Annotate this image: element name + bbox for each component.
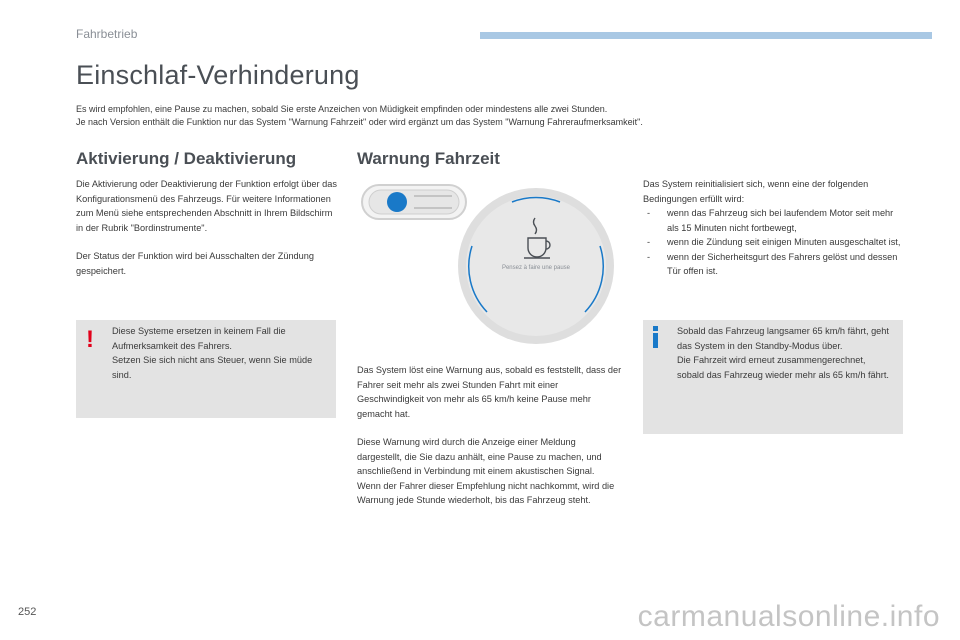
reset-conditions [643,177,905,279]
intro-line-1: Es wird empfohlen, eine Pause zu machen, sobald Sie erste Anzeichen von Müdigkeit empfinden oder mindestens alle zwei Stunden. [76,104,608,114]
warning-note-text [112,324,324,382]
page-number: 252 [18,606,37,618]
warning-note-line: Setzen Sie sich nicht ans Steuer, wenn Sie müde sind. [112,355,313,380]
dashboard-buttons-icon [362,185,466,219]
driving-time-paragraph: Das System löst eine Warnung aus, sobald es feststellt, dass der Fahrer seit mehr als zwei Stunden Fahrt mit einer Geschwindigkeit von mehr als 65 km/h keine Pause mehr gemacht hat. [357,365,622,419]
driving-time-text [357,363,623,508]
intro-text [76,103,936,129]
header-accent-bar [480,32,932,39]
list-item: - wenn das Fahrzeug sich bei laufendem Motor seit mehr als 15 Minuten nicht fortbewegt, [643,206,905,235]
intro-line-2: Je nach Version enthält die Funktion nur das System "Warnung Fahrzeit" oder wird ergänzt um das System "Warnung Fahreraufmerksamkeit". [76,117,643,127]
list-item: - wenn die Zündung seit einigen Minuten ausgeschaltet ist, [643,235,905,250]
exclamation-icon: ! [86,326,94,353]
activation-paragraph: Die Aktivierung oder Deaktivierung der Funktion erfolgt über das Konfigurationsmenü des Fahrzeugs. Für weitere Informationen zum Menü siehe entsprechenden Abschnitt in Ihrem Bildschirm in der Rubrik "Bordinstrumente". [76,179,337,233]
display-message: Pensez à faire une pause [501,265,571,271]
list-item: - wenn der Sicherheitsgurt des Fahrers gelöst und dessen Tür offen ist. [643,250,905,279]
watermark: carmanualsonline.info [637,600,940,633]
heading-driving-time: Warnung Fahrzeit [357,149,500,168]
page-title: Einschlaf-Verhinderung [76,60,360,90]
activation-text [76,177,338,278]
instrument-display-icon [458,188,614,344]
heading-activation: Aktivierung / Deaktivierung [76,149,297,168]
instrument-illustration [356,176,638,348]
section-label: Fahrbetrieb [76,27,138,41]
warning-note-line: Diese Systeme ersetzen in keinem Fall die Aufmerksamkeit des Fahrers. [112,326,286,351]
driving-time-paragraph: Wenn der Fahrer dieser Empfehlung nicht nachkommt, wird die Warnung jede Stunde wiederholt, bis das Fahrzeug steht. [357,480,615,505]
info-icon [653,326,659,348]
info-note-line: Sobald das Fahrzeug langsamer 65 km/h fährt, geht das System in den Standby-Modus über. [677,326,889,351]
reset-conditions-list [643,206,905,279]
reset-intro: Das System reinitialisiert sich, wenn eine der folgenden Bedingungen erfüllt wird: [643,179,869,204]
driving-time-paragraph: Diese Warnung wird durch die Anzeige einer Meldung dargestellt, die Sie dazu anhält, eine Pause zu machen, und anschließend in Verbindung mit einem akustischen Signal. [357,437,602,476]
info-note-line: Die Fahrzeit wird erneut zusammengerechnet, sobald das Fahrzeug wieder mehr als 65 km/h fährt. [677,355,889,380]
info-note-text [677,324,895,382]
activation-paragraph: Der Status der Funktion wird bei Ausschalten der Zündung gespeichert. [76,251,314,276]
